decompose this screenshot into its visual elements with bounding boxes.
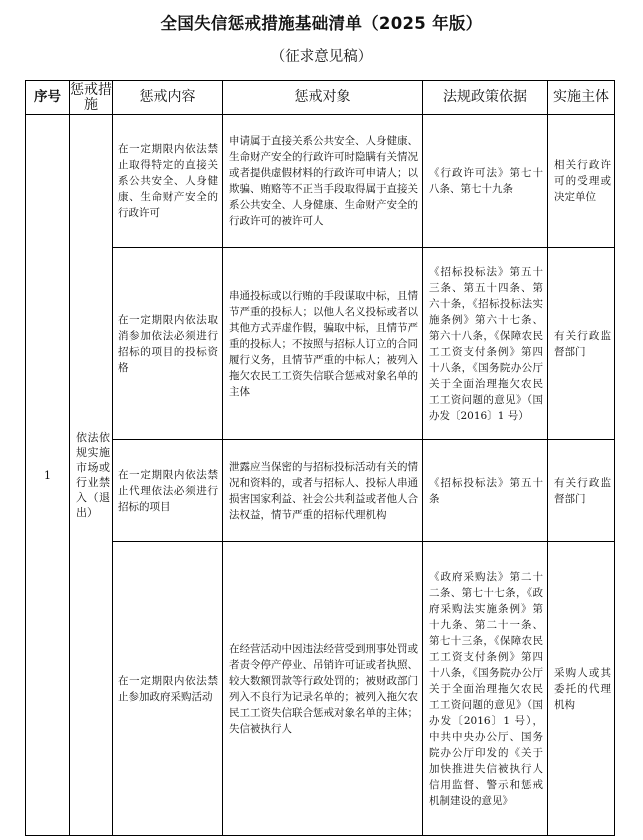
target-text: 泄露应当保密的与招标投标活动有关的情况和资料的，或者与招标人、投标人串通损害国家利益、社会公共利益或者他人合法权益，情节严重的招标代理机构 [229, 460, 418, 521]
content-cell [113, 248, 223, 440]
basis-text: 《招标投标法》第五十三条、第五十四条、第六十条，《招标投标法实施条例》第六十七条、第六十八条，《保障农民工工资支付条例》第四十八条，《国务院办公厅关于全面治理拖欠农民工工资问题的意见》（国办发〔2016〕1 号） [429, 265, 543, 422]
content-text: 在一定期限内依法禁止取得特定的直接关系公共安全、人身健康、生命财产安全的行政许可 [118, 143, 218, 219]
subject-cell [548, 542, 615, 836]
content-cell [113, 440, 223, 542]
table-row [26, 248, 615, 440]
seq-cell: 1 [26, 115, 70, 836]
basis-cell [423, 542, 548, 836]
document-subtitle: （征求意见稿） [270, 49, 373, 65]
header-basis: 法规政策依据 [423, 81, 548, 115]
document-title: 全国失信惩戒措施基础清单（2025 年版） [160, 14, 483, 33]
target-text: 在经营活动中因违法经营受到刑事处罚或者责令停产停业、吊销许可证或者执照、较大数额罚款等行政处罚的；被财政部门列入不良行为记录名单的；被列入拖欠农民工工资失信联合惩戒对象名单的主体；失信被执行人 [229, 642, 418, 735]
header-seq: 序号 [26, 81, 70, 115]
subject-text: 采购人或其委托的代理机构 [554, 666, 611, 711]
subject-text: 有关行政监督部门 [554, 476, 611, 505]
subject-text: 相关行政许可的受理或决定单位 [554, 159, 611, 203]
basis-cell [423, 440, 548, 542]
content-text: 在一定期限内依法禁止代理依法必须进行招标的项目 [118, 468, 218, 513]
measures-table [25, 80, 615, 836]
table-row [26, 542, 615, 836]
content-text: 在一定期限内依法禁止参加政府采购活动 [118, 674, 218, 703]
content-text: 在一定期限内依法取消参加依法必须进行招标的项目的投标资格 [118, 313, 218, 374]
content-cell [113, 115, 223, 248]
basis-text: 《政府采购法》第二十二条、第七十七条，《政府采购法实施条例》第十九条、第二十一条、第七十三条，《保障农民工工资支付条例》第四十八条，《国务院办公厅关于全面治理拖欠农民工工资问题的意见》（国办发〔2016〕1 号），中共中央办公厅、国务院办公厅印发的《关于加快推进失信被执行人信用监督、警示和惩戒机制建设的意见》 [429, 570, 543, 807]
target-cell [223, 440, 423, 542]
table-row [26, 440, 615, 542]
target-cell [223, 542, 423, 836]
measure-cell [70, 115, 113, 836]
header-subject: 实施主体 [548, 81, 615, 115]
table-row [26, 115, 615, 248]
measure-text: 依法依规实施市场或行业禁入（退出） [76, 431, 110, 519]
subject-cell [548, 440, 615, 542]
subject-cell [548, 248, 615, 440]
basis-text: 《招标投标法》第五十条 [429, 476, 543, 505]
basis-text: 《行政许可法》第七十八条、第七十九条 [429, 167, 543, 195]
header-measure: 惩戒措施 [70, 81, 112, 113]
target-cell [223, 248, 423, 440]
basis-cell [423, 115, 548, 248]
target-cell [223, 115, 423, 248]
subject-text: 有关行政监督部门 [554, 329, 611, 358]
basis-cell [423, 248, 548, 440]
content-cell [113, 542, 223, 836]
table-header-row [26, 81, 615, 115]
subject-cell [548, 115, 615, 248]
header-content: 惩戒内容 [113, 81, 223, 115]
target-text: 串通投标或以行贿的手段谋取中标，且情节严重的投标人；以他人名义投标或者以其他方式弄虚作假，骗取中标，且情节严重的投标人；不按照与招标人订立的合同履行义务，且情节严重的中标人；被列入拖欠农民工工资失信联合惩戒对象名单的主体 [229, 289, 418, 398]
header-target: 惩戒对象 [223, 81, 423, 115]
target-text: 申请属于直接关系公共安全、人身健康、生命财产安全的行政许可时隐瞒有关情况或者提供虚假材料的行政许可申请人；以欺骗、贿赂等不正当手段取得属于直接关系公共安全、人身健康、生命财产安全的行政许可的被许可人 [229, 135, 418, 227]
